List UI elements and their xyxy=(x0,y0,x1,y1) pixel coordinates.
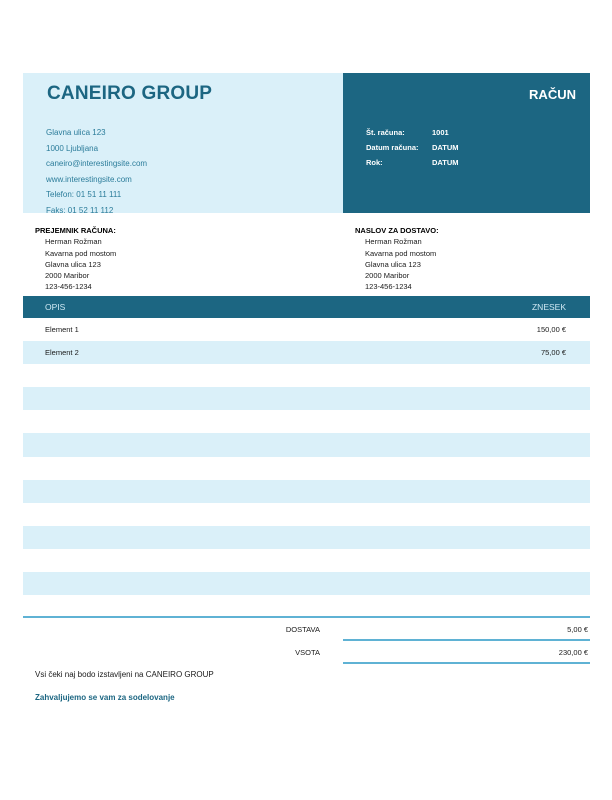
bill-to-line: Glavna ulica 123 xyxy=(45,259,101,269)
company-panel xyxy=(23,73,343,213)
table-row xyxy=(23,341,590,364)
contact-city-line: 1000 Ljubljana xyxy=(46,143,99,153)
total-value: 230,00 € xyxy=(558,648,588,657)
bill-to-block xyxy=(35,225,116,293)
ship-to-block xyxy=(355,225,439,293)
bill-to-line: Kavarna pod mostom xyxy=(45,248,117,258)
contact-address-line: Glavna ulica 123 xyxy=(46,128,106,137)
bill-to-heading: PREJEMNIK RAČUNA: xyxy=(35,226,116,235)
table-row xyxy=(23,318,590,341)
ship-to-line: Herman Rožman xyxy=(365,237,422,247)
thank-you-message: Zahvaljujemo se vam za sodelovanje xyxy=(35,693,175,702)
bill-to-line: Herman Rožman xyxy=(45,237,102,247)
table-row xyxy=(23,364,590,387)
table-row xyxy=(23,572,590,595)
table-row xyxy=(23,433,590,456)
item-description: Element 1 xyxy=(45,325,79,334)
column-header-amount: ZNESEK xyxy=(531,302,566,312)
table-header xyxy=(23,296,590,318)
contact-website: www.interestingsite.com xyxy=(46,174,132,184)
invoice-header xyxy=(23,73,590,213)
meta-label: Datum računa: xyxy=(366,143,419,152)
meta-label: Rok: xyxy=(366,158,383,167)
item-amount: 150,00 € xyxy=(536,325,566,334)
contact-fax: Faks: 01 52 11 112 xyxy=(46,205,114,215)
contact-email: caneiro@interestingsite.com xyxy=(46,159,148,168)
table-row xyxy=(23,480,590,503)
table-row xyxy=(23,503,590,526)
ship-to-heading: NASLOV ZA DOSTAVO: xyxy=(355,226,439,235)
table-row xyxy=(23,457,590,480)
meta-row-invoice-date xyxy=(366,140,459,155)
column-header-description: OPIS xyxy=(45,302,66,312)
company-name: CANEIRO GROUP xyxy=(47,83,213,104)
table-row xyxy=(23,549,590,572)
line-items xyxy=(23,318,590,618)
meta-value: 1001 xyxy=(432,128,449,137)
ship-to-line: Glavna ulica 123 xyxy=(365,259,421,269)
document-title: RAČUN xyxy=(529,87,576,102)
invoice-meta-panel xyxy=(343,73,590,213)
ship-to-line: Kavarna pod mostom xyxy=(365,248,437,258)
invoice-meta xyxy=(366,125,459,170)
meta-value: DATUM xyxy=(432,143,459,152)
table-row xyxy=(23,410,590,433)
shipping-value: 5,00 € xyxy=(567,625,588,634)
meta-row-invoice-number xyxy=(366,125,459,140)
table-row xyxy=(23,526,590,549)
table-bottom-divider xyxy=(23,616,590,618)
contact-phone: Telefon: 01 51 11 111 xyxy=(46,190,122,199)
meta-row-due-date xyxy=(366,155,459,170)
bill-to-line: 123-456-1234 xyxy=(45,282,92,292)
meta-label: Št. računa: xyxy=(366,128,405,137)
ship-to-line: 2000 Maribor xyxy=(365,271,410,281)
bill-to-line: 2000 Maribor xyxy=(45,271,90,281)
meta-value: DATUM xyxy=(432,158,459,167)
table-row xyxy=(23,595,590,618)
total-divider xyxy=(343,662,590,664)
company-contact xyxy=(46,125,147,218)
ship-to-line: 123-456-1234 xyxy=(365,282,412,292)
item-amount: 75,00 € xyxy=(540,348,566,358)
item-description: Element 2 xyxy=(45,348,79,358)
table-row xyxy=(23,387,590,410)
payment-note: Vsi čeki naj bodo izstavljeni na CANEIRO GROUP xyxy=(35,670,214,679)
total-label: VSOTA xyxy=(295,648,320,657)
shipping-divider xyxy=(343,639,590,641)
shipping-label: DOSTAVA xyxy=(285,625,320,634)
